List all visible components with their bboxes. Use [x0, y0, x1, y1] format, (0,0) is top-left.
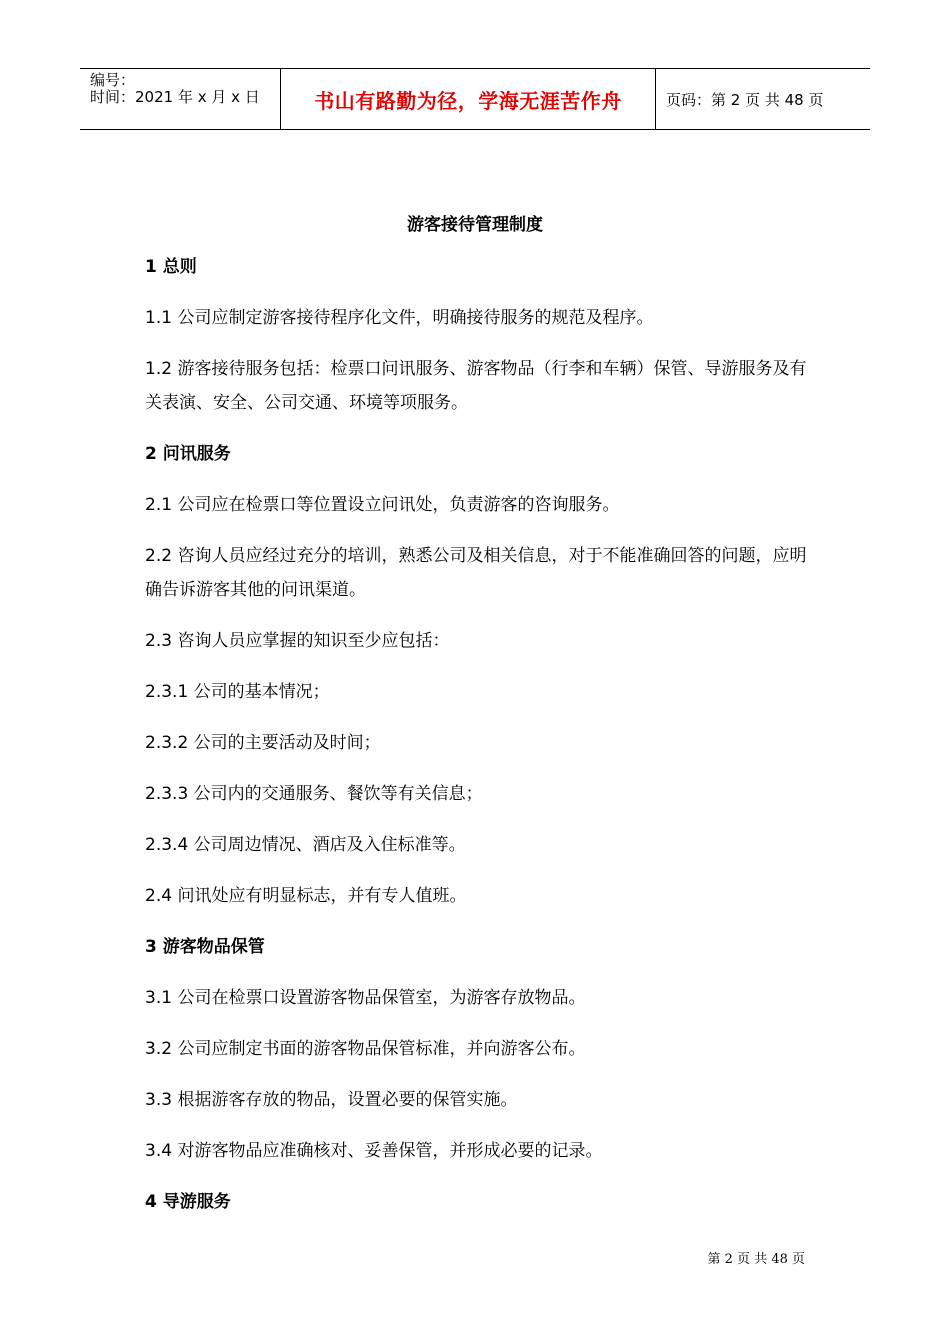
- section-heading: 4 导游服务: [145, 1192, 231, 1212]
- document-title: 游客接待管理制度: [407, 215, 543, 235]
- paragraph: 2.3.4 公司周边情况、酒店及入住标准等。: [145, 835, 466, 855]
- paragraph: 2.2 咨询人员应经过充分的培训，熟悉公司及相关信息，对于不能准确回答的问题，应明确告诉游客其他的问讯渠道。: [145, 546, 807, 600]
- paragraph: 2.3 咨询人员应掌握的知识至少应包括：: [145, 631, 450, 651]
- page-footer-number: 第 2 页 共 48 页: [707, 1252, 805, 1267]
- document-number-label: 编号：: [90, 71, 136, 89]
- paragraph: 3.4 对游客物品应准确核对、妥善保管，并形成必要的记录。: [145, 1141, 603, 1161]
- paragraph: 3.3 根据游客存放的物品，设置必要的保管实施。: [145, 1090, 518, 1110]
- paragraph: 1.2 游客接待服务包括：检票口问讯服务、游客物品（行李和车辆）保管、导游服务及有关表演、安全、公司交通、环境等项服务。: [145, 359, 807, 413]
- page-header: [80, 68, 870, 130]
- paragraph: 2.3.3 公司内的交通服务、餐饮等有关信息；: [145, 784, 483, 804]
- document-body: [145, 250, 815, 1236]
- header-page-number: 页码：第 2 页 共 48 页: [666, 90, 824, 109]
- header-info-cell: [80, 69, 281, 129]
- section-heading: 3 游客物品保管: [145, 937, 265, 957]
- paragraph: 3.2 公司应制定书面的游客物品保管标准，并向游客公布。: [145, 1039, 586, 1059]
- section-heading: 1 总则: [145, 257, 197, 277]
- document-time-label: 时间：2021 年 x 月 x 日: [90, 88, 260, 106]
- paragraph: 2.3.1 公司的基本情况；: [145, 682, 330, 702]
- paragraph: 3.1 公司在检票口设置游客物品保管室，为游客存放物品。: [145, 988, 586, 1008]
- header-motto: 书山有路勤为径，学海无涯苦作舟: [281, 69, 656, 129]
- paragraph: 2.3.2 公司的主要活动及时间；: [145, 733, 381, 753]
- paragraph: 2.1 公司应在检票口等位置设立问讯处，负责游客的咨询服务。: [145, 495, 620, 515]
- paragraph: 1.1 公司应制定游客接待程序化文件，明确接待服务的规范及程序。: [145, 308, 654, 328]
- paragraph: 2.4 问讯处应有明显标志，并有专人值班。: [145, 886, 467, 906]
- section-heading: 2 问讯服务: [145, 444, 231, 464]
